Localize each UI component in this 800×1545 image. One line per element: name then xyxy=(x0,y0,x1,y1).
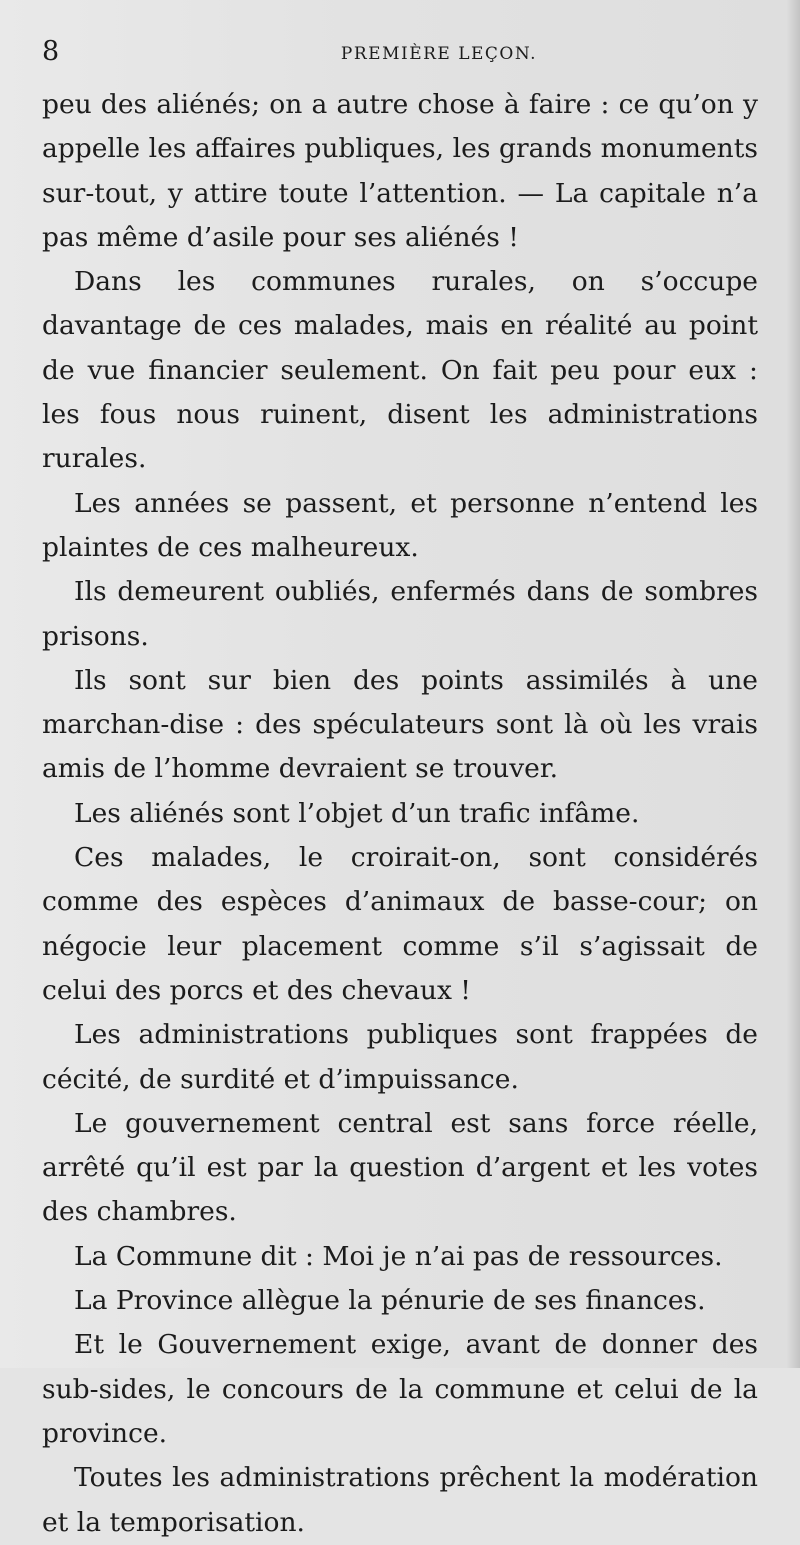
page-edge-shadow xyxy=(786,0,800,1368)
paragraph: Les aliénés sont l’objet d’un trafic infâme. xyxy=(74,797,640,829)
paragraph: Toutes les administrations prêchent la modération et la temporisation. xyxy=(42,1462,758,1538)
paragraph: Ils sont sur bien des points assimilés à une marchan-dise : des spéculateurs sont là où les vrais amis de l’homme devraient se trouver. xyxy=(42,664,758,785)
paragraph: La Commune dit : Moi je n’ai pas de ressources. xyxy=(74,1240,723,1272)
paragraph: Dans les communes rurales, on s’occupe davantage de ces malades, mais en réalité au point de vue financier seulement. On fait peu pour eux : les fous nous ruinent, disent les administrations rurales. xyxy=(42,266,758,475)
paragraph: Ils demeurent oubliés, enfermés dans de sombres prisons. xyxy=(42,576,758,652)
page-header xyxy=(42,36,756,76)
paragraph: Ces malades, le croirait-on, sont considérés comme des espèces d’animaux de basse-cour; on négocie leur placement comme s’il s’agissait de celui des porcs et des chevaux ! xyxy=(42,842,758,1006)
paragraph: Les années se passent, et personne n’entend les plaintes de ces malheureux. xyxy=(42,487,758,563)
paragraph: Les administrations publiques sont frappées de cécité, de surdité et d’impuissance. xyxy=(42,1019,758,1095)
paragraph: Le gouvernement central est sans force réelle, arrêté qu’il est par la question d’argent et les votes des chambres. xyxy=(42,1107,758,1228)
paragraph: Et le Gouvernement exige, avant de donner des sub-sides, le concours de la commune et celui de la province. xyxy=(42,1329,758,1449)
running-head: PREMIÈRE LEÇON. xyxy=(340,44,538,64)
page-number: 8 xyxy=(42,36,60,67)
paragraph: peu des aliénés; on a autre chose à faire : ce qu’on y appelle les affaires publiques, les grands monuments sur-tout, y attire toute l’attention. — La capitale n’a pas même d’asile pour ses aliénés ! xyxy=(42,89,758,253)
body-text xyxy=(42,83,758,1545)
paragraph: La Province allègue la pénurie de ses finances. xyxy=(74,1285,706,1317)
